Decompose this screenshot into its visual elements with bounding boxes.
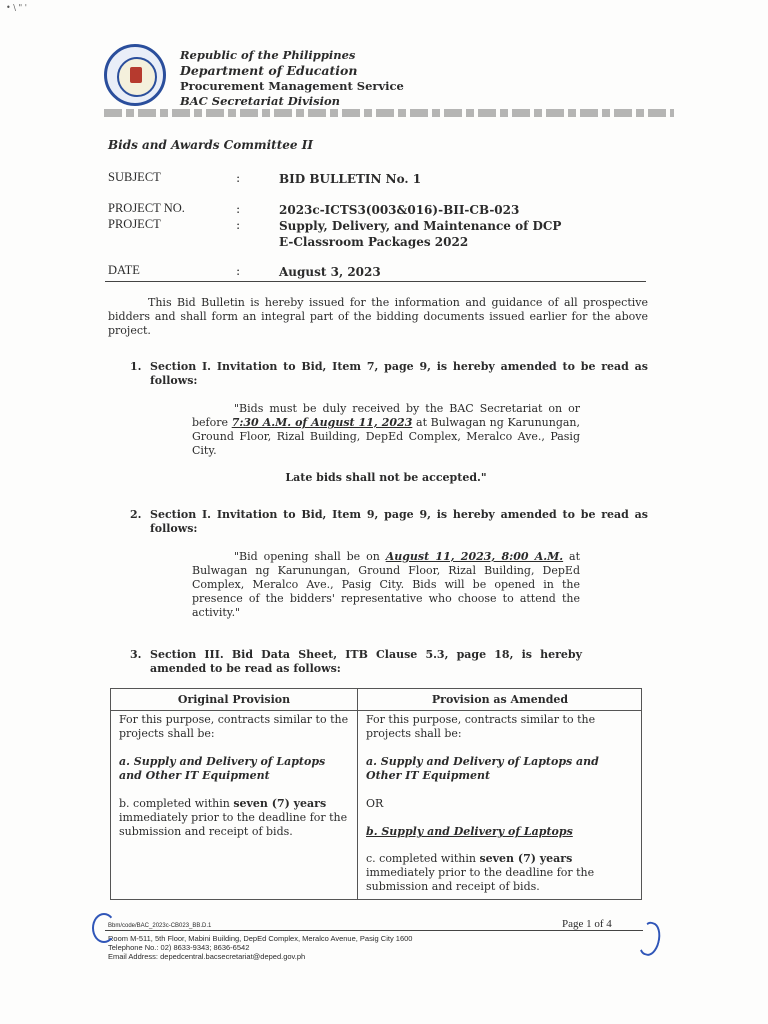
initials-signature-right xyxy=(636,920,664,958)
date-colon: : xyxy=(236,263,241,278)
table-column-divider xyxy=(357,689,358,899)
footer-divider xyxy=(105,930,643,931)
date-label: DATE xyxy=(108,263,140,277)
left-item-b-pre: b. completed within xyxy=(119,797,234,810)
right-item-c xyxy=(366,852,638,894)
item-2-text: Section I. Invitation to Bid, Item 9, page 9, is hereby amended to be read as follows: xyxy=(150,508,648,535)
header-division: BAC Secretariat Division xyxy=(180,94,341,108)
project-colon: : xyxy=(236,217,241,232)
item-1-number: 1. xyxy=(130,360,142,373)
table-header-divider xyxy=(111,710,641,711)
right-item-b-text: b. Supply and Delivery of Laptops xyxy=(366,825,573,838)
header-divider xyxy=(104,109,674,117)
left-item-b-post: immediately prior to the deadline for the submission and receipt of bids. xyxy=(119,811,348,838)
project-value-line1: Supply, Delivery, and Maintenance of DCP xyxy=(279,219,562,233)
left-item-a-text: a. Supply and Delivery of Laptops and Other IT Equipment xyxy=(119,755,326,782)
item-3-number: 3. xyxy=(130,648,142,661)
right-item-b xyxy=(366,825,638,839)
scan-marks: • \ " ' xyxy=(6,3,27,12)
date-value: August 3, 2023 xyxy=(279,265,381,279)
right-intro: For this purpose, contracts similar to the projects shall be: xyxy=(366,713,596,740)
initials-signature-left xyxy=(92,913,116,943)
left-item-b-bold: seven (7) years xyxy=(233,797,327,810)
item-1-quote-post: at Bulwagan ng Karunungan, Ground Floor, Rizal Building, DepEd Complex, Meralco Ave., Pasig City. xyxy=(192,416,580,457)
project-no-colon: : xyxy=(236,201,241,216)
page-number: Page 1 of 4 xyxy=(562,918,612,930)
intro-paragraph: This Bid Bulletin is hereby issued for the information and guidance of all prospective bidders and shall form an integral part of the bidding documents issued earlier for the above project. xyxy=(108,296,648,337)
committee-name: Bids and Awards Committee II xyxy=(108,138,313,152)
project-label: PROJECT xyxy=(108,217,161,231)
left-item-b xyxy=(119,797,355,839)
item-1-deadline: 7:30 A.M. of August 11, 2023 xyxy=(231,416,413,429)
deped-seal-logo xyxy=(104,44,166,106)
item-2-quote-pre: "Bid opening shall be on xyxy=(234,550,386,563)
header-provision-amended: Provision as Amended xyxy=(431,693,569,706)
left-intro: For this purpose, contracts similar to the projects shall be: xyxy=(119,713,349,740)
date-underline xyxy=(105,281,646,282)
subject-colon: : xyxy=(236,170,241,185)
subject-label: SUBJECT xyxy=(108,170,161,184)
header-republic: Republic of the Philippines xyxy=(180,48,356,62)
project-value-line2: E-Classroom Packages 2022 xyxy=(279,235,469,249)
item-2-quote xyxy=(192,550,580,620)
item-2-quote-post: at Bulwagan ng Karunungan, Ground Floor, Rizal Building, DepEd Complex, Meralco Ave., Pasig City. Bids will be opened in the presence of the bidders' representative who choose to attend the activity." xyxy=(192,550,581,619)
item-3-text: Section III. Bid Data Sheet, ITB Clause 5.3, page 18, is hereby amended to be read as follows: xyxy=(150,648,582,675)
project-no-value: 2023c-ICTS3(003&016)-BII-CB-023 xyxy=(279,203,520,217)
right-item-c-bold: seven (7) years xyxy=(479,852,573,865)
header-service: Procurement Management Service xyxy=(180,79,404,93)
header-original-provision: Original Provision xyxy=(177,693,291,706)
item-1-text: Section I. Invitation to Bid, Item 7, page 9, is hereby amended to be read as follows: xyxy=(150,360,648,387)
subject-value: BID BULLETIN No. 1 xyxy=(279,172,422,186)
footer-reference-code: Bbm/code/BAC_2023c-CB023_BB.D.1 xyxy=(108,923,212,929)
item-2-opening-date: August 11, 2023, 8:00 A.M. xyxy=(385,550,564,563)
project-no-label: PROJECT NO. xyxy=(108,201,185,215)
header-department: Department of Education xyxy=(180,63,358,78)
item-2-number: 2. xyxy=(130,508,142,521)
left-item-a xyxy=(119,755,351,783)
item-1-quote-pre: "Bids must be duly received by the BAC Secretariat on or before xyxy=(192,402,580,429)
right-or: OR xyxy=(366,797,384,810)
right-item-a-text: a. Supply and Delivery of Laptops and Other IT Equipment xyxy=(366,755,599,782)
item-1-quote xyxy=(192,402,580,458)
footer-email: Email Address: depedcentral.bacsecretariat@deped.gov.ph xyxy=(108,952,306,961)
right-item-c-post: immediately prior to the deadline for the submission and receipt of bids. xyxy=(366,866,595,893)
right-item-a xyxy=(366,755,638,783)
provision-table xyxy=(110,688,642,900)
item-1-note: Late bids shall not be accepted." xyxy=(285,471,487,484)
footer-telephone: Telephone No.: 02) 8633-9343; 8636-6542 xyxy=(108,943,250,952)
right-item-c-pre: c. completed within xyxy=(366,852,480,865)
footer-address: Room M-511, 5th Floor, Mabini Building, DepEd Complex, Meralco Avenue, Pasig City 1600 xyxy=(108,934,413,943)
